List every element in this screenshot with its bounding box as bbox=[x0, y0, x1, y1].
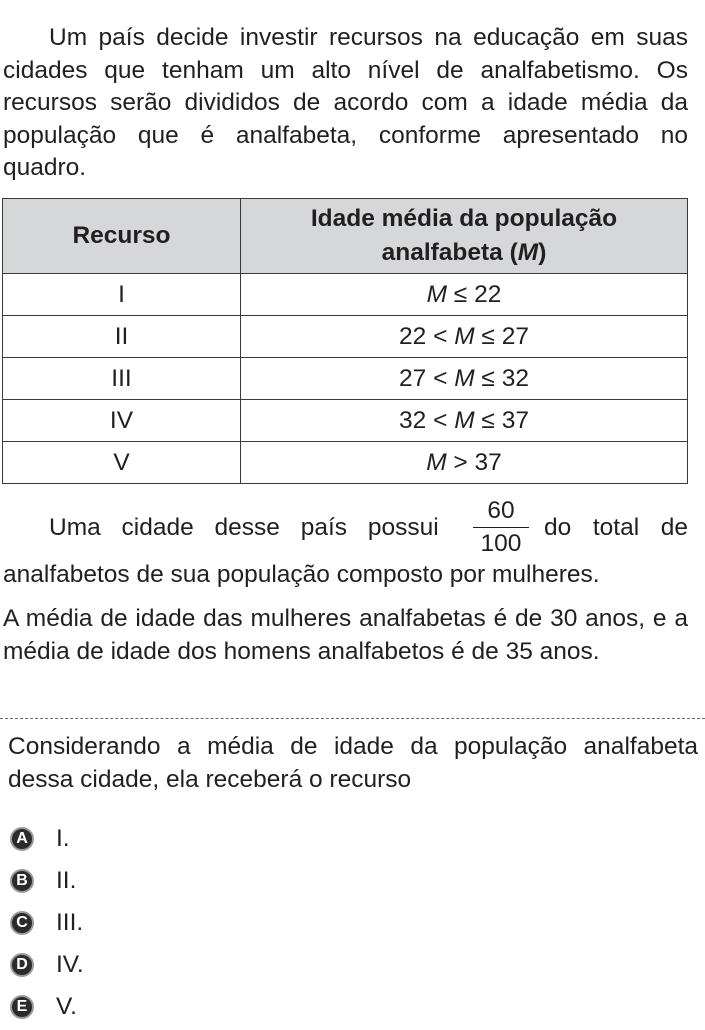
option-a[interactable] bbox=[10, 818, 84, 860]
option-letter-badge: E bbox=[10, 995, 34, 1019]
idade-var: M bbox=[426, 280, 448, 308]
header-idade-media bbox=[241, 199, 688, 274]
idade-upper: 37 bbox=[501, 406, 529, 434]
table-header-row bbox=[3, 199, 688, 274]
header-var: M bbox=[517, 239, 539, 266]
table-row bbox=[3, 274, 688, 316]
fraction-numerator: 60 bbox=[473, 497, 529, 528]
recurso-cell: IV bbox=[3, 400, 241, 442]
table-row bbox=[3, 400, 688, 442]
idade-lower: 32 bbox=[399, 406, 427, 434]
option-letter-badge: C bbox=[10, 911, 34, 935]
answer-options bbox=[10, 818, 84, 1028]
idade-lower: 27 bbox=[399, 364, 427, 392]
fraction-denominator: 100 bbox=[480, 530, 522, 557]
idade-lower-op: < bbox=[433, 406, 448, 434]
idade-upper: 27 bbox=[501, 322, 529, 350]
question-text: Considerando a média de idade da população analfabeta dessa cidade, ela receberá o recurso bbox=[8, 733, 698, 793]
option-text: IV. bbox=[56, 951, 84, 978]
fraction-line bbox=[3, 497, 688, 563]
option-c[interactable] bbox=[10, 902, 84, 944]
idade-upper: 37 bbox=[474, 448, 502, 476]
idade-var: M bbox=[454, 364, 475, 392]
option-letter-badge: B bbox=[10, 869, 34, 893]
idade-var: M bbox=[454, 406, 475, 434]
header-line2-suffix: ) bbox=[538, 239, 547, 266]
idade-lower: 22 bbox=[399, 322, 427, 350]
option-text: I. bbox=[56, 825, 70, 852]
idade-upper-op: ≤ bbox=[481, 406, 495, 434]
option-e[interactable] bbox=[10, 986, 84, 1028]
idade-upper: 32 bbox=[501, 364, 529, 392]
idade-cell bbox=[241, 358, 688, 400]
recurso-cell: I bbox=[3, 274, 241, 316]
idade-cell bbox=[241, 442, 688, 484]
idade-var: M bbox=[426, 448, 447, 476]
idade-lower-op: < bbox=[433, 364, 448, 392]
recurso-cell: V bbox=[3, 442, 241, 484]
idade-upper-op: ≤ bbox=[481, 364, 495, 392]
idade-cell bbox=[241, 400, 688, 442]
city-text-before-visual: Uma cidade desse país possui bbox=[49, 514, 439, 541]
idade-var: M bbox=[454, 322, 475, 350]
city-text-after: do total de bbox=[544, 514, 688, 541]
idade-cell bbox=[241, 316, 688, 358]
option-letter-badge: D bbox=[10, 953, 34, 977]
dashed-divider bbox=[0, 718, 705, 719]
option-text: III. bbox=[56, 909, 84, 936]
idade-upper-op: ≤ bbox=[453, 280, 468, 308]
idade-lower-op: < bbox=[433, 322, 448, 350]
resource-table bbox=[2, 198, 688, 484]
recurso-cell: III bbox=[3, 358, 241, 400]
table-row bbox=[3, 442, 688, 484]
intro-paragraph: Um país decide investir recursos na educação em suas cidades que tenham um alto nível de analfabetismo. Os recursos serão divididos de acordo com a idade média da população que é analfabeta, conforme apresentado no quadro. bbox=[3, 24, 688, 181]
ages-paragraph: A média de idade das mulheres analfabetas é de 30 anos, e a média de idade dos homens analfabetos é de 35 anos. bbox=[3, 605, 688, 665]
idade-upper-op: ≤ bbox=[481, 322, 495, 350]
option-d[interactable] bbox=[10, 944, 84, 986]
option-text: V. bbox=[56, 993, 77, 1020]
option-b[interactable] bbox=[10, 860, 84, 902]
recurso-cell: II bbox=[3, 316, 241, 358]
idade-upper-op: > bbox=[453, 448, 468, 476]
fraction bbox=[473, 497, 529, 560]
table-row bbox=[3, 316, 688, 358]
option-text: II. bbox=[56, 867, 77, 894]
header-line2-prefix: analfabeta ( bbox=[381, 239, 518, 266]
header-line1: Idade média da população bbox=[310, 205, 618, 232]
header-recurso: Recurso bbox=[3, 199, 241, 274]
city-paragraph-continuation: analfabetos de sua população composto por mulheres. bbox=[3, 561, 600, 588]
table-row bbox=[3, 358, 688, 400]
idade-cell bbox=[241, 274, 688, 316]
idade-upper: 22 bbox=[474, 280, 502, 308]
option-letter-badge: A bbox=[10, 827, 34, 851]
